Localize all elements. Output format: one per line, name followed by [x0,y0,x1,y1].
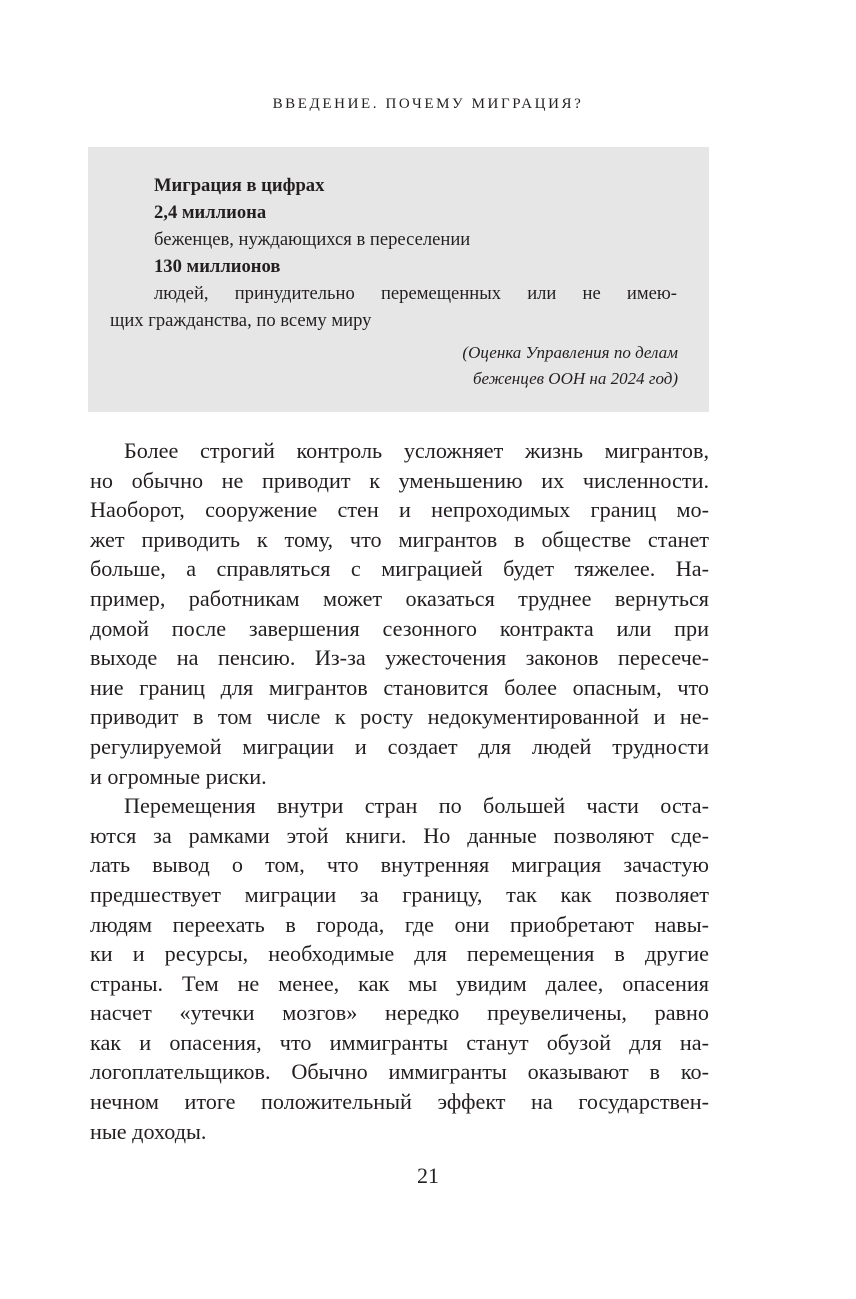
text-line: больше, а справляться с миграцией будет тяжелее. На- [90,556,709,582]
text-line: но обычно не приводит к уменьшению их численности. [90,467,709,493]
source-line-1: (Оценка Управления по делам [462,343,678,362]
text-line: ются за рамками этой книги. Но данные позволяют сде- [90,822,709,848]
statistics-sidebar [88,147,709,412]
text-line: жет приводить к тому, что мигрантов в обществе станет [90,526,709,552]
text-line: выходе на пенсию. Из-за ужесточения законов пересече- [90,645,709,671]
stat2-description-line-2: щих гражданства, по всему миру [110,310,372,331]
stat2-value: 130 миллионов [154,256,281,277]
stat2-description-line-1: людей, принудительно перемещенных или не имею- [154,283,677,304]
text-line: логоплательщиков. Обычно иммигранты оказывают в ко- [90,1059,709,1085]
text-line: нечном итоге положительный эффект на государствен- [90,1089,709,1115]
text-line: Наоборот, сооружение стен и непроходимых границ мо- [90,497,709,523]
text-line: лать вывод о том, что внутренняя миграция зачастую [90,852,709,878]
text-line: страны. Тем не менее, как мы увидим далее, опасения [90,970,709,996]
text-line: пример, работникам может оказаться труднее вернуться [90,585,709,611]
source-line-2: беженцев ООН на 2024 год) [472,369,678,388]
text-line: людям переехать в города, где они приобретают навы- [90,911,709,937]
text-line: ние границ для мигрантов становится более опасным, что [90,674,709,700]
text-line: как и опасения, что иммигранты станут обузой для на- [90,1029,709,1055]
stat1-value: 2,4 миллиона [154,202,267,223]
page-number: 21 [417,1163,439,1188]
stat1-description: беженцев, нуждающихся в переселении [154,229,471,250]
text-line: Перемещения внутри стран по большей части оста- [124,793,709,819]
text-line: регулируемой миграции и создает для людей трудности [90,733,709,759]
text-line: насчет «утечки мозгов» нередко преувеличены, равно [90,1000,709,1026]
paragraph-2 [90,791,709,1146]
text-line: Более строгий контроль усложняет жизнь мигрантов, [124,438,709,463]
sidebar-title: Миграция в цифрах [154,175,325,196]
text-line: и огромные риски. [90,763,267,789]
text-line: ные доходы. [90,1118,207,1144]
paragraph-1 [90,436,709,791]
text-line: домой после завершения сезонного контракта или при [90,615,709,641]
text-line: предшествует миграции за границу, так как позволяет [90,881,709,907]
text-line: ки и ресурсы, необходимые для перемещения в другие [90,941,709,967]
text-line: приводит в том числе к росту недокументированной и не- [90,704,709,730]
body-text [90,436,709,1146]
running-head: ВВЕДЕНИЕ. ПОЧЕМУ МИГРАЦИЯ? [272,96,584,112]
